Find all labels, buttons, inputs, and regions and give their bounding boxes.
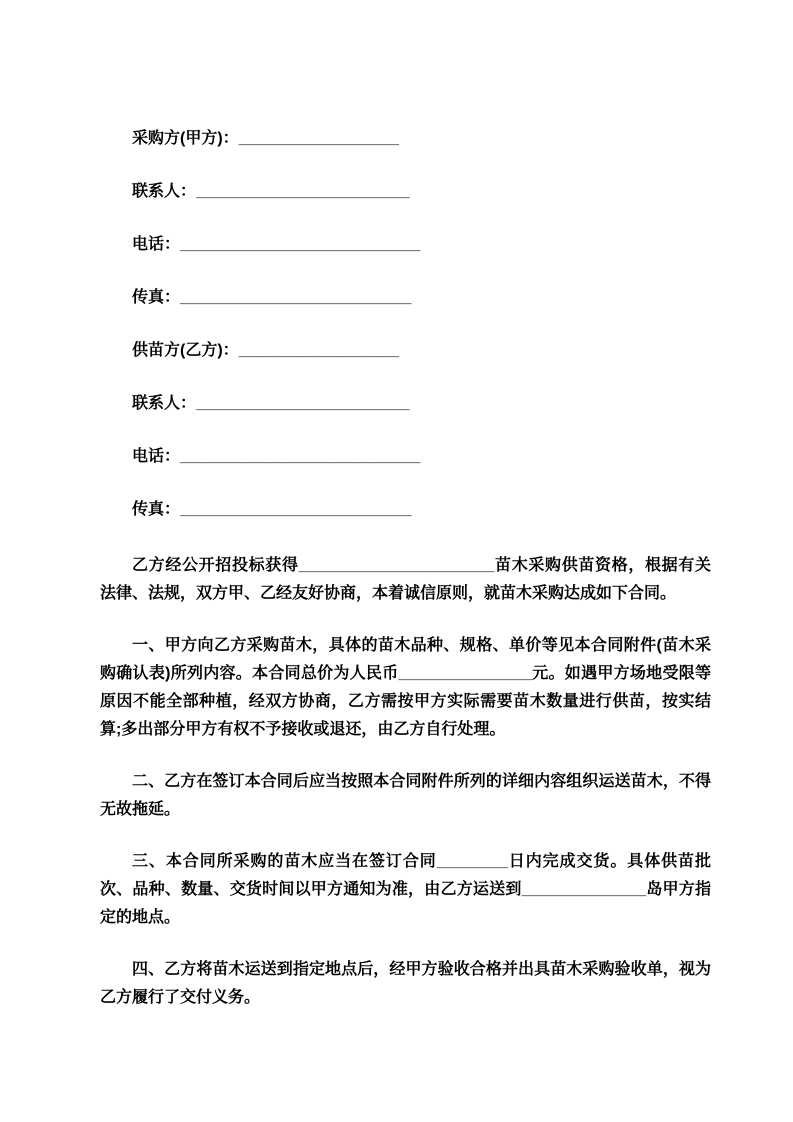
field-blank: ________________________ <box>196 183 410 200</box>
field-label: 传真： <box>132 289 181 306</box>
field-blank: ___________________________ <box>180 448 421 465</box>
paragraph-clause-2: 二、乙方在签订本合同后应当按照本合同附件所列的详细内容组织运送苗木，不得无故拖延。 <box>100 773 711 818</box>
field-label: 采购方(甲方)： <box>132 130 239 147</box>
field-blank: __________________________ <box>180 501 412 518</box>
field-blank: __________________________ <box>180 289 412 306</box>
field-blank: ________________________ <box>196 395 410 412</box>
field-contact-person-b <box>100 393 711 415</box>
field-label: 电话： <box>132 236 181 253</box>
field-contact-person-a <box>100 181 711 203</box>
field-label: 联系人： <box>132 395 197 412</box>
paragraph-clause-4: 四、乙方将苗木运送到指定地点后，经甲方验收合格并出具苗木采购验收单，视为乙方履行了交付义务。 <box>100 961 711 1006</box>
paragraph-clause-3: 三、本合同所采购的苗木应当在签订合同________日内完成交货。具体供苗批次、品种、数量、交货时间以甲方通知为准，由乙方运送到______________岛甲方指定的地点。 <box>100 853 711 926</box>
field-buyer-party-a <box>100 128 711 150</box>
paragraph-clause-1: 一、甲方向乙方采购苗木，具体的苗木品种、规格、单价等见本合同附件(苗木采购确认表)所列内容。本合同总价为人民币_______________元。如遇甲方场地受限等原因不能全部种植，经双方协商，乙方需按甲方实际需要苗木数量进行供苗，按实结算;多出部分甲方有权不予接收或退还，由乙方自行处理。 <box>100 637 711 738</box>
field-fax-a <box>100 287 711 309</box>
field-blank: __________________ <box>238 342 399 359</box>
field-label: 联系人： <box>132 183 197 200</box>
field-supplier-party-b <box>100 340 711 362</box>
field-blank: ___________________________ <box>180 236 421 253</box>
field-phone-a <box>100 234 711 256</box>
field-blank: __________________ <box>238 130 399 147</box>
field-label: 电话： <box>132 448 181 465</box>
field-label: 供苗方(乙方)： <box>132 342 239 359</box>
field-fax-b <box>100 499 711 521</box>
field-phone-b <box>100 446 711 468</box>
field-label: 传真： <box>132 501 181 518</box>
paragraph-preamble: 乙方经公开招投标获得______________________苗木采购供苗资格，根据有关法律、法规，双方甲、乙经友好协商，本着诚信原则，就苗木采购达成如下合同。 <box>100 557 711 602</box>
